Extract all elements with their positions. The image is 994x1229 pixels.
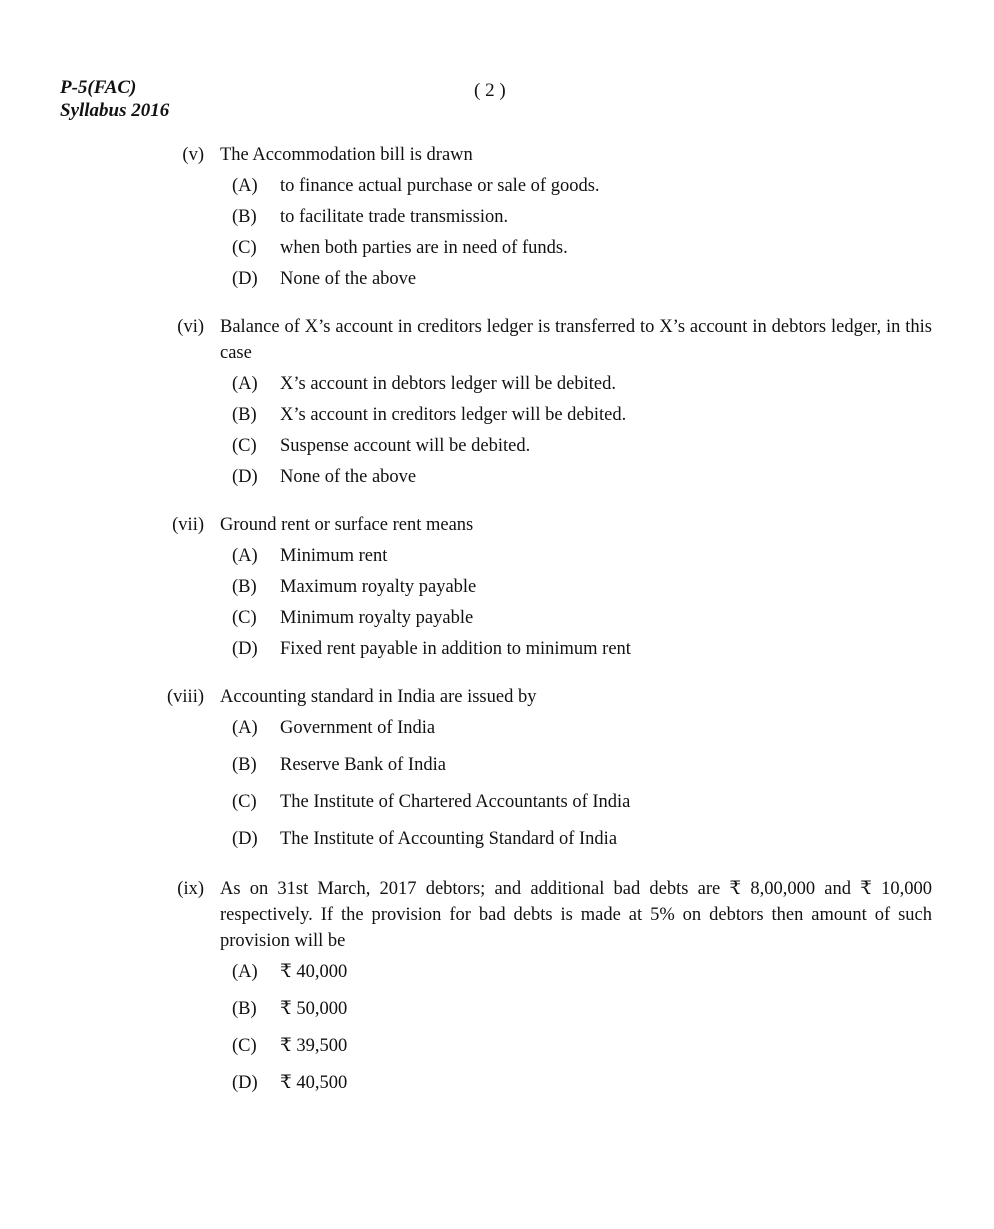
option-text: to finance actual purchase or sale of goods. bbox=[280, 176, 600, 196]
option-label: (B) bbox=[232, 999, 257, 1019]
paper-code: P-5(FAC) bbox=[60, 77, 137, 98]
option-label: (A) bbox=[232, 718, 258, 738]
option-b bbox=[150, 996, 932, 1033]
question-number: (viii) bbox=[167, 687, 204, 707]
question-vii bbox=[150, 512, 932, 667]
option-text: Maximum royalty payable bbox=[280, 577, 477, 597]
option-label: (B) bbox=[232, 577, 257, 597]
question-number: (vii) bbox=[172, 515, 204, 535]
question-text: Accounting standard in India are issued by bbox=[220, 687, 537, 707]
options-list bbox=[150, 959, 932, 1107]
question-viii bbox=[150, 684, 932, 863]
option-d bbox=[150, 826, 932, 863]
option-c bbox=[150, 433, 932, 464]
question-number: (v) bbox=[182, 145, 204, 165]
option-text: Fixed rent payable in addition to minimum rent bbox=[280, 639, 631, 659]
option-text: ₹ 40,500 bbox=[280, 1073, 348, 1093]
option-text: ₹ 50,000 bbox=[280, 999, 348, 1019]
option-a bbox=[150, 543, 932, 574]
option-d bbox=[150, 464, 932, 495]
question-text: Balance of X’s account in creditors ledger is transferred to X’s account in debtors ledger, in this case bbox=[220, 317, 932, 363]
question-text: The Accommodation bill is drawn bbox=[220, 145, 473, 165]
option-text: The Institute of Chartered Accountants of India bbox=[280, 792, 631, 812]
option-text: None of the above bbox=[280, 269, 417, 289]
syllabus-year: Syllabus 2016 bbox=[60, 100, 170, 121]
option-text: ₹ 39,500 bbox=[280, 1036, 348, 1056]
option-d bbox=[150, 636, 932, 667]
option-label: (A) bbox=[232, 962, 258, 982]
option-a bbox=[150, 173, 932, 204]
question-vi bbox=[150, 314, 932, 495]
option-text: Minimum royalty payable bbox=[280, 608, 474, 628]
option-c bbox=[150, 789, 932, 826]
option-label: (C) bbox=[232, 436, 257, 456]
option-d bbox=[150, 1070, 932, 1107]
option-a bbox=[150, 371, 932, 402]
option-text: X’s account in debtors ledger will be debited. bbox=[280, 374, 616, 394]
question-ix bbox=[150, 876, 932, 1107]
option-c bbox=[150, 605, 932, 636]
option-label: (D) bbox=[232, 829, 258, 849]
option-label: (A) bbox=[232, 546, 258, 566]
option-a bbox=[150, 959, 932, 996]
option-label: (D) bbox=[232, 1073, 258, 1093]
question-v bbox=[150, 142, 932, 297]
page-number: ( 2 ) bbox=[474, 80, 506, 101]
options-list bbox=[150, 173, 932, 297]
option-label: (B) bbox=[232, 755, 257, 775]
option-label: (B) bbox=[232, 405, 257, 425]
option-text: X’s account in creditors ledger will be debited. bbox=[280, 405, 627, 425]
option-label: (B) bbox=[232, 207, 257, 227]
question-text: Ground rent or surface rent means bbox=[220, 515, 474, 535]
option-label: (D) bbox=[232, 269, 258, 289]
option-c bbox=[150, 235, 932, 266]
option-b bbox=[150, 204, 932, 235]
option-text: Reserve Bank of India bbox=[280, 755, 446, 775]
option-label: (A) bbox=[232, 374, 258, 394]
option-a bbox=[150, 715, 932, 752]
option-text: when both parties are in need of funds. bbox=[280, 238, 568, 258]
option-label: (A) bbox=[232, 176, 258, 196]
option-text: Minimum rent bbox=[280, 546, 388, 566]
options-list bbox=[150, 371, 932, 495]
option-text: Government of India bbox=[280, 718, 436, 738]
option-text: None of the above bbox=[280, 467, 417, 487]
question-text: As on 31st March, 2017 debtors; and additional bad debts are ₹ 8,00,000 and ₹ 10,000 respectively. If the provision for bad debts is made at 5% on debtors then amount of such provision will be bbox=[220, 879, 932, 951]
option-d bbox=[150, 266, 932, 297]
question-number: (vi) bbox=[177, 317, 204, 337]
option-label: (D) bbox=[232, 639, 258, 659]
option-b bbox=[150, 752, 932, 789]
option-b bbox=[150, 402, 932, 433]
option-b bbox=[150, 574, 932, 605]
option-label: (C) bbox=[232, 608, 257, 628]
option-text: Suspense account will be debited. bbox=[280, 436, 531, 456]
options-list bbox=[150, 715, 932, 863]
option-label: (C) bbox=[232, 1036, 257, 1056]
option-text: ₹ 40,000 bbox=[280, 962, 348, 982]
option-text: The Institute of Accounting Standard of India bbox=[280, 829, 618, 849]
option-label: (D) bbox=[232, 467, 258, 487]
question-number: (ix) bbox=[177, 879, 204, 899]
option-label: (C) bbox=[232, 792, 257, 812]
options-list bbox=[150, 543, 932, 667]
option-c bbox=[150, 1033, 932, 1070]
option-text: to facilitate trade transmission. bbox=[280, 207, 509, 227]
option-label: (C) bbox=[232, 238, 257, 258]
